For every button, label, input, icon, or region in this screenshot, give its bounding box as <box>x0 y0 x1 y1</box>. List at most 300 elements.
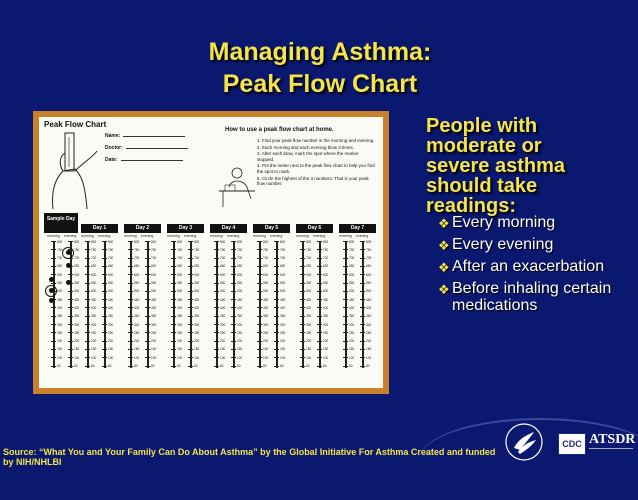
sample-reading-dot <box>49 277 54 282</box>
sample-reading-dot <box>66 263 71 268</box>
scale-tick <box>51 266 56 267</box>
scale-value: 550 <box>194 281 200 285</box>
scale-value: 300 <box>237 322 243 327</box>
scale-value: 200 <box>177 339 183 344</box>
atsdr-logo: ATSDR <box>589 432 636 447</box>
scale-value: 300 <box>263 322 269 327</box>
scale-value: 450 <box>323 297 329 302</box>
scale-value: 550 <box>57 281 63 285</box>
scale-value: 400 <box>237 305 243 310</box>
scale-value: 550 <box>108 281 114 285</box>
scale-tick <box>51 366 56 367</box>
scale-tick <box>102 341 107 342</box>
scale-value: 200 <box>306 339 312 344</box>
chart-heading: Peak Flow Chart <box>44 120 107 129</box>
scale-value: 350 <box>306 314 312 319</box>
scale-value: 100 <box>177 355 183 360</box>
scale-value: 700 <box>237 256 243 261</box>
scale-value: 550 <box>280 281 286 285</box>
scale-tick <box>85 341 90 342</box>
scale-value: 550 <box>366 281 372 285</box>
scale-value: 250 <box>177 330 183 335</box>
scale-tick <box>145 357 150 358</box>
scale-value: 500 <box>323 289 329 294</box>
scale-tick <box>214 332 219 333</box>
scale-tick <box>274 349 279 350</box>
scale-tick <box>317 341 322 342</box>
scale-value: 400 <box>108 305 114 310</box>
scale-value: 800 <box>108 239 114 244</box>
scale-value: 450 <box>108 297 114 302</box>
scale-tick <box>128 316 133 317</box>
highest-reading-circle <box>45 285 57 297</box>
scale-tick <box>257 349 262 350</box>
scale-value: 450 <box>220 297 226 302</box>
day-header: Day 7 <box>339 224 376 233</box>
scale-value: 350 <box>108 314 114 319</box>
scale-tick <box>257 291 262 292</box>
scale-value: 650 <box>134 264 140 269</box>
scale-value: 750 <box>177 247 183 252</box>
scale-tick <box>257 241 262 242</box>
scale-tick <box>300 266 305 267</box>
scale-tick <box>102 307 107 308</box>
scale-value: 550 <box>134 281 140 285</box>
scale-value: 150 <box>366 347 372 352</box>
scale-tick <box>128 283 133 284</box>
scale-value: 800 <box>349 239 355 244</box>
scale-value: 300 <box>349 322 355 327</box>
title-line-1: Managing Asthma: <box>208 38 432 66</box>
scale-value: 400 <box>323 305 329 310</box>
scale-tick <box>300 291 305 292</box>
scale-value: 60 <box>151 364 155 368</box>
scale-tick <box>68 332 73 333</box>
scale-tick <box>274 341 279 342</box>
scale-tick <box>317 249 322 250</box>
howto-step: 1. Find your peak flow number in the morning and evening. <box>257 138 375 143</box>
scale-tick <box>102 357 107 358</box>
scale-value: 200 <box>108 339 114 344</box>
scale-tick <box>85 258 90 259</box>
scale-tick <box>231 291 236 292</box>
scale-tick <box>171 299 176 300</box>
scale-value: 650 <box>91 264 97 269</box>
scale-tick <box>128 366 133 367</box>
scale-tick <box>85 274 90 275</box>
scale-value: 200 <box>280 339 286 344</box>
scale-value: 150 <box>57 347 63 352</box>
evening-label: evening <box>141 234 154 238</box>
scale-value: 400 <box>57 305 63 310</box>
scale-value: 60 <box>263 364 267 368</box>
scale-value: 150 <box>194 347 200 352</box>
scale-value: 400 <box>177 305 183 310</box>
scale-value: 350 <box>366 314 372 319</box>
scale-value: 400 <box>280 305 286 310</box>
evening-label: evening <box>313 234 326 238</box>
scale-value: 750 <box>280 247 286 252</box>
scale-value: 750 <box>91 247 97 252</box>
scale-tick <box>85 324 90 325</box>
scale-tick <box>51 349 56 350</box>
scale-tick <box>231 249 236 250</box>
scale-tick <box>145 324 150 325</box>
scale-tick <box>231 266 236 267</box>
scale-value: 450 <box>263 297 269 302</box>
scale-tick <box>214 357 219 358</box>
scale-tick <box>145 349 150 350</box>
scale-tick <box>188 274 193 275</box>
scale-value: 600 <box>366 272 372 277</box>
scale-tick <box>360 357 365 358</box>
howto-step: 2. Each morning and each evening blow 3 times. <box>257 144 355 150</box>
scale-tick <box>231 283 236 284</box>
scale-tick <box>300 324 305 325</box>
scale-value: 60 <box>237 364 241 368</box>
evening-label: evening <box>270 234 283 238</box>
scale-value: 750 <box>263 247 269 252</box>
scale-tick <box>360 266 365 267</box>
scale-tick <box>145 341 150 342</box>
name-field-label: Name: <box>105 130 188 142</box>
scale-value: 550 <box>151 281 157 285</box>
scale-value: 750 <box>134 247 140 252</box>
scale-value: 150 <box>134 347 140 352</box>
scale-value: 800 <box>237 239 243 244</box>
scale-tick <box>68 241 73 242</box>
scale-value: 450 <box>151 297 157 302</box>
scale-tick <box>68 341 73 342</box>
scale-value: 200 <box>134 339 140 344</box>
scale-value: 600 <box>220 272 226 277</box>
scale-value: 400 <box>134 305 140 310</box>
scale-tick <box>231 357 236 358</box>
scale-tick <box>214 349 219 350</box>
scale-value: 500 <box>220 289 226 294</box>
scale-value: 150 <box>306 347 312 352</box>
scale-tick <box>360 307 365 308</box>
scale-value: 800 <box>306 239 312 244</box>
scale-value: 600 <box>134 272 140 277</box>
scale-value: 100 <box>91 355 97 360</box>
evening-label: evening <box>184 234 197 238</box>
scale-tick <box>231 307 236 308</box>
scale-value: 250 <box>151 330 157 335</box>
scale-value: 700 <box>151 256 157 261</box>
scale-value: 650 <box>237 264 243 269</box>
scale-tick <box>231 299 236 300</box>
scale-tick <box>300 357 305 358</box>
scale-value: 400 <box>220 305 226 310</box>
scale-tick <box>188 332 193 333</box>
scale-value: 100 <box>263 355 269 360</box>
scale-value: 800 <box>74 239 80 244</box>
scale-value: 800 <box>151 239 157 244</box>
scale-tick <box>274 274 279 275</box>
scale-value: 450 <box>349 297 355 302</box>
scale-tick <box>360 249 365 250</box>
evening-label: evening <box>64 234 77 238</box>
scale-tick <box>68 349 73 350</box>
scale-tick <box>257 299 262 300</box>
scale-tick <box>214 299 219 300</box>
scale-tick <box>68 357 73 358</box>
highest-reading-circle <box>62 247 74 259</box>
scale-tick <box>85 249 90 250</box>
scale-tick <box>317 349 322 350</box>
scale-value: 200 <box>194 339 200 344</box>
readings-statement: People with moderate or severe asthma should take readings: <box>426 115 565 217</box>
scale-value: 60 <box>280 364 284 368</box>
scale-value: 550 <box>74 281 80 285</box>
scale-tick <box>343 283 348 284</box>
scale-tick <box>171 291 176 292</box>
scale-tick <box>300 258 305 259</box>
scale-tick <box>317 266 322 267</box>
scale-tick <box>214 283 219 284</box>
scale-value: 100 <box>57 355 63 360</box>
scale-tick <box>85 291 90 292</box>
scale-tick <box>360 316 365 317</box>
scale-value: 500 <box>194 289 200 294</box>
scale-value: 200 <box>366 339 372 344</box>
scale-tick <box>171 349 176 350</box>
scale-tick <box>317 291 322 292</box>
scale-tick <box>188 249 193 250</box>
scale-tick <box>68 324 73 325</box>
scale-value: 700 <box>74 256 80 261</box>
scale-tick <box>188 357 193 358</box>
scale-tick <box>102 332 107 333</box>
scale-tick <box>51 307 56 308</box>
scale-value: 600 <box>349 272 355 277</box>
howto-steps <box>257 138 375 188</box>
scale-value: 500 <box>263 289 269 294</box>
scale-tick <box>274 357 279 358</box>
scale-value: 500 <box>134 289 140 294</box>
scale-value: 350 <box>74 314 80 319</box>
scale-tick <box>257 283 262 284</box>
scale-tick <box>188 307 193 308</box>
scale-tick <box>274 366 279 367</box>
scale-tick <box>188 283 193 284</box>
scale-tick <box>171 241 176 242</box>
scale-tick <box>85 283 90 284</box>
scale-tick <box>317 357 322 358</box>
scale-value: 700 <box>194 256 200 261</box>
scale-tick <box>188 316 193 317</box>
scale-value: 550 <box>306 281 312 285</box>
scale-value: 350 <box>134 314 140 319</box>
bullet-every-evening: ❖ Every evening <box>438 236 554 253</box>
hhs-eagle-logo-icon <box>504 422 544 462</box>
scale-value: 800 <box>91 239 97 244</box>
scale-tick <box>51 249 56 250</box>
scale-tick <box>300 274 305 275</box>
scale-tick <box>171 249 176 250</box>
scale-value: 700 <box>91 256 97 261</box>
scale-tick <box>51 357 56 358</box>
scale-value: 500 <box>151 289 157 294</box>
scale-tick <box>360 366 365 367</box>
chart-paper <box>39 117 383 388</box>
scale-value: 100 <box>134 355 140 360</box>
scale-tick <box>171 258 176 259</box>
scale-value: 750 <box>237 247 243 252</box>
scale-value: 60 <box>108 364 112 368</box>
scale-value: 300 <box>74 322 80 327</box>
scale-tick <box>128 324 133 325</box>
scale-tick <box>128 249 133 250</box>
scale-value: 250 <box>280 330 286 335</box>
scale-tick <box>68 307 73 308</box>
scale-value: 350 <box>177 314 183 319</box>
scale-value: 650 <box>177 264 183 269</box>
scale-tick <box>300 341 305 342</box>
scale-tick <box>188 266 193 267</box>
scale-tick <box>257 366 262 367</box>
scale-tick <box>128 307 133 308</box>
scale-tick <box>274 249 279 250</box>
scale-value: 450 <box>194 297 200 302</box>
cdc-logo: CDC <box>558 433 586 455</box>
scale-tick <box>128 266 133 267</box>
scale-value: 550 <box>220 281 226 285</box>
scale-value: 450 <box>366 297 372 302</box>
scale-tick <box>102 324 107 325</box>
scale-tick <box>171 283 176 284</box>
readings-list <box>438 214 618 319</box>
scale-value: 500 <box>57 289 63 294</box>
scale-tick <box>343 291 348 292</box>
scale-tick <box>257 258 262 259</box>
scale-tick <box>145 291 150 292</box>
morning-label: morning <box>253 234 266 238</box>
scale-value: 800 <box>323 239 329 244</box>
scale-value: 60 <box>306 364 310 368</box>
source-citation: Source: “What You and Your Family Can Do About Asthma” by the Global Initiative For Asthma Created and funded by NIH/NHLBI <box>3 447 496 467</box>
scale-value: 350 <box>151 314 157 319</box>
scale-value: 650 <box>57 264 63 269</box>
scale-tick <box>188 341 193 342</box>
scale-tick <box>214 291 219 292</box>
scale-tick <box>85 316 90 317</box>
scale-tick <box>317 274 322 275</box>
scale-tick <box>214 316 219 317</box>
scale-tick <box>128 299 133 300</box>
scale-tick <box>317 332 322 333</box>
scale-value: 500 <box>349 289 355 294</box>
scale-tick <box>85 366 90 367</box>
howto-step: 4. Put the meter next to the peak flow chart to help you find the spot to mark. <box>257 163 375 174</box>
sample-reading-dot <box>66 280 71 285</box>
scale-value: 450 <box>134 297 140 302</box>
scale-value: 200 <box>74 339 80 344</box>
scale-tick <box>188 291 193 292</box>
scale-value: 550 <box>237 281 243 285</box>
scale-value: 400 <box>306 305 312 310</box>
scale-tick <box>171 341 176 342</box>
scale-tick <box>68 316 73 317</box>
scale-value: 400 <box>263 305 269 310</box>
scale-value: 600 <box>151 272 157 277</box>
scale-tick <box>343 332 348 333</box>
scale-tick <box>188 258 193 259</box>
scale-value: 700 <box>263 256 269 261</box>
scale-value: 300 <box>220 322 226 327</box>
scale-value: 300 <box>91 322 97 327</box>
scale-tick <box>171 357 176 358</box>
scale-value: 650 <box>306 264 312 269</box>
scale-value: 700 <box>134 256 140 261</box>
scale-value: 800 <box>263 239 269 244</box>
scale-value: 400 <box>151 305 157 310</box>
scale-value: 750 <box>108 247 114 252</box>
scale-value: 650 <box>220 264 226 269</box>
scale-tick <box>171 266 176 267</box>
scale-value: 300 <box>177 322 183 327</box>
scale-value: 60 <box>366 364 370 368</box>
scale-tick <box>257 316 262 317</box>
scale-value: 600 <box>108 272 114 277</box>
scale-value: 200 <box>263 339 269 344</box>
howto-step: 5. Circle the highest of the 3 numbers. That is your peak flow number. <box>257 175 369 187</box>
scale-value: 700 <box>306 256 312 261</box>
scale-tick <box>317 307 322 308</box>
scale-value: 750 <box>220 247 226 252</box>
scale-value: 650 <box>263 264 269 269</box>
scale-tick <box>274 283 279 284</box>
scale-value: 250 <box>263 330 269 335</box>
doctor-field-label: Doctor: <box>105 142 188 154</box>
scale-tick <box>274 258 279 259</box>
scale-tick <box>128 332 133 333</box>
atsdr-tagline-rule <box>589 448 633 453</box>
scale-tick <box>257 341 262 342</box>
scale-tick <box>300 316 305 317</box>
scale-tick <box>145 258 150 259</box>
scale-tick <box>274 332 279 333</box>
bullet-before-inhaling: ❖ Before inhaling certain medications <box>438 280 612 314</box>
scale-value: 60 <box>57 364 61 368</box>
scale-value: 600 <box>194 272 200 277</box>
scale-value: 400 <box>91 305 97 310</box>
scale-value: 600 <box>237 272 243 277</box>
scale-tick <box>343 366 348 367</box>
scale-tick <box>257 324 262 325</box>
scale-value: 300 <box>57 322 63 327</box>
scale-tick <box>188 241 193 242</box>
scale-value: 250 <box>108 330 114 335</box>
scale-value: 150 <box>177 347 183 352</box>
scale-value: 500 <box>366 289 372 294</box>
scale-value: 600 <box>177 272 183 277</box>
scale-value: 150 <box>108 347 114 352</box>
scale-value: 450 <box>237 297 243 302</box>
scale-value: 750 <box>194 247 200 252</box>
scale-value: 800 <box>177 239 183 244</box>
scale-value: 600 <box>91 272 97 277</box>
scale-tick <box>214 266 219 267</box>
scale-value: 300 <box>306 322 312 327</box>
scale-value: 250 <box>91 330 97 335</box>
scale-tick <box>300 299 305 300</box>
scale-value: 450 <box>74 297 80 302</box>
scale-value: 100 <box>280 355 286 360</box>
scale-tick <box>274 307 279 308</box>
morning-label: morning <box>296 234 309 238</box>
